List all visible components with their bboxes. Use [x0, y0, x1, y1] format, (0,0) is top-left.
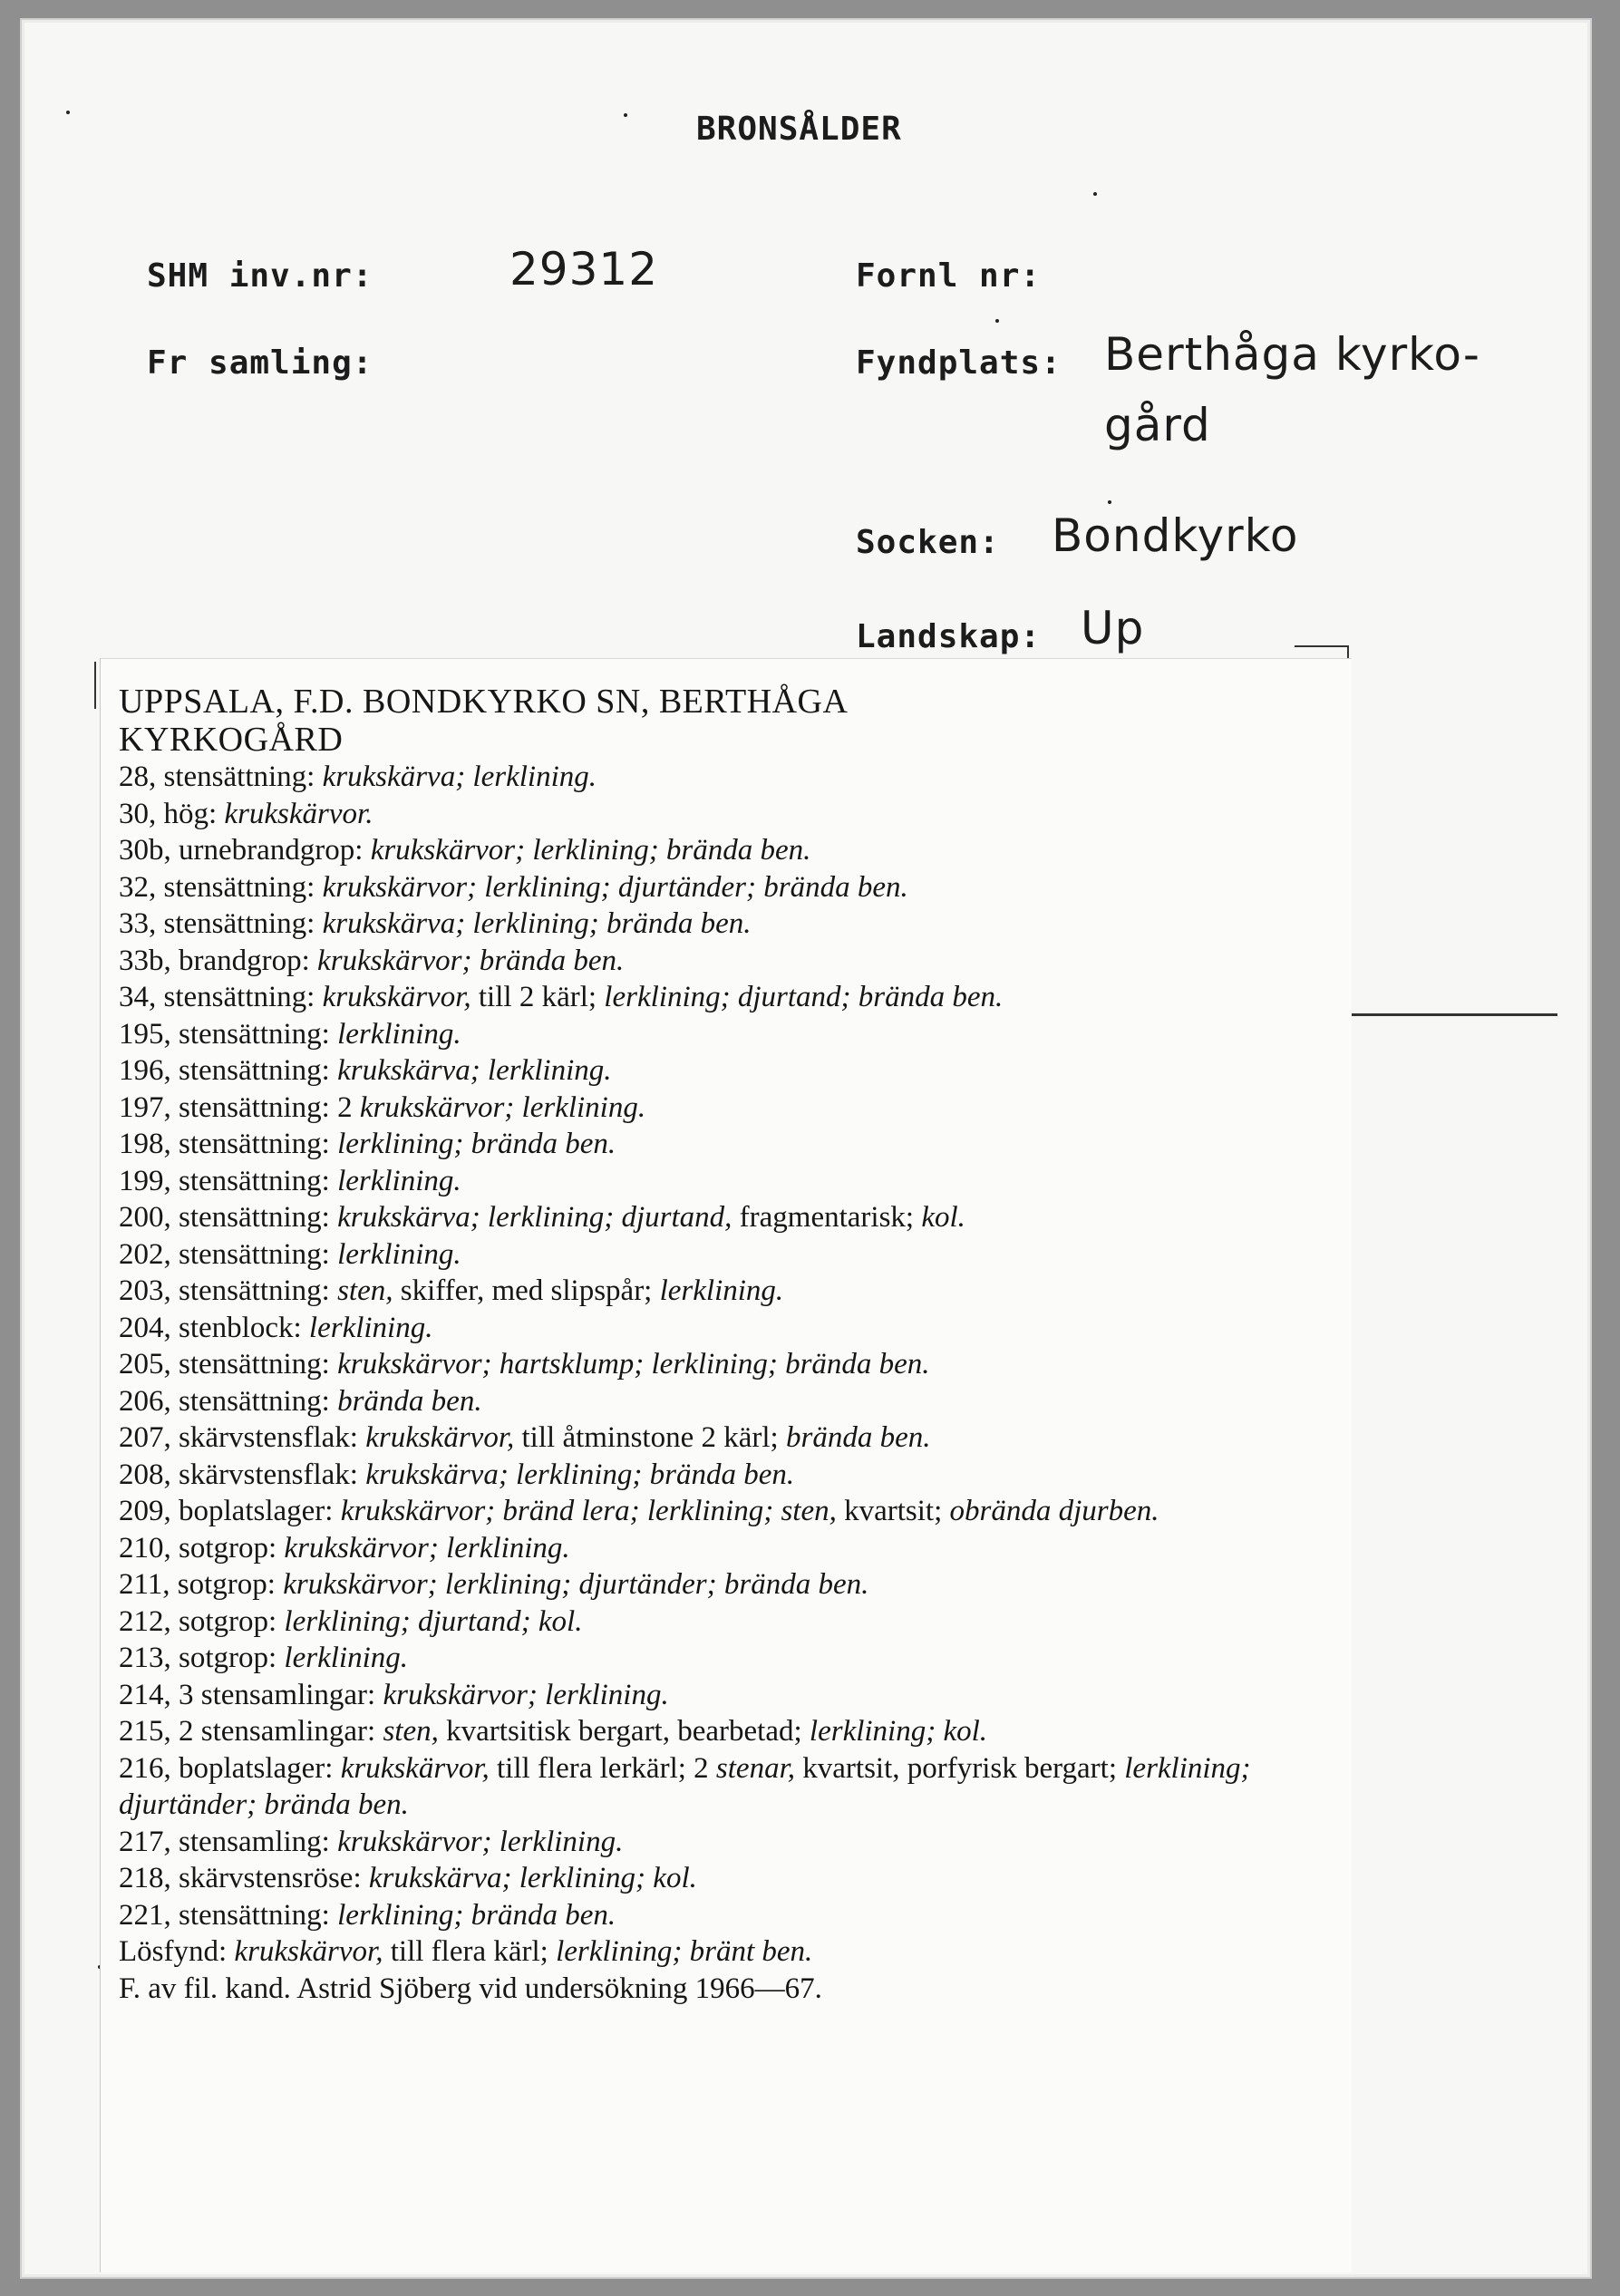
- entry-feature-type: skärvstensflak:: [179, 1421, 366, 1454]
- slip-entry: [119, 1457, 1324, 1494]
- entry-number: 215,: [119, 1715, 179, 1748]
- slip-entry: [119, 1640, 1324, 1677]
- entry-feature-type: stensättning:: [179, 1201, 338, 1234]
- entry-find-italic: brända ben.: [337, 1384, 482, 1418]
- entry-find-italic: krukskärvor.: [224, 797, 373, 830]
- entry-feature-type: stensättning:: [179, 1384, 338, 1418]
- entry-find-italic: sten,: [337, 1274, 401, 1307]
- slip-entry: [119, 906, 1324, 943]
- entry-find-note: till 2 kärl;: [478, 981, 605, 1013]
- slip-entry: [119, 869, 1324, 906]
- socken-value: Bondkyrko: [1052, 509, 1299, 562]
- entry-feature-type: boplatslager:: [179, 1495, 341, 1527]
- entry-find-note: 2: [337, 1090, 360, 1124]
- entry-number: 200,: [119, 1201, 179, 1234]
- entry-feature-type: stensättning:: [179, 1054, 338, 1087]
- entry-feature-type: boplatslager:: [179, 1751, 341, 1785]
- entry-number: 204,: [119, 1311, 179, 1344]
- entry-find-italic: krukskärvor,: [234, 1935, 391, 1968]
- ink-speck: [1108, 500, 1111, 504]
- slip-entry: [119, 1016, 1324, 1053]
- entry-find-italic: krukskärvor; lerklining; djurtänder; brända ben.: [322, 870, 908, 904]
- entry-number: 213,: [119, 1642, 179, 1674]
- entry-feature-type: 2 stensamlingar:: [179, 1715, 383, 1748]
- slip-entry: [119, 1603, 1324, 1641]
- fyndplats-value-line2: gård: [1104, 399, 1211, 451]
- entry-number: 209,: [119, 1495, 179, 1527]
- entry-number: 30b,: [119, 834, 179, 867]
- entry-feature-type: sotgrop:: [177, 1568, 284, 1601]
- entry-feature-type: urnebrandgrop:: [179, 834, 371, 867]
- slip-entry: [119, 1273, 1324, 1310]
- slip-entry: [119, 1824, 1324, 1861]
- entry-feature-type: stensättning:: [179, 1164, 338, 1197]
- entry-find-italic: krukskärvor,: [340, 1751, 498, 1785]
- entry-find-italic: krukskärvor,: [365, 1421, 522, 1454]
- entry-number: 218,: [119, 1862, 179, 1894]
- slip-entry: [119, 1236, 1324, 1274]
- slip-entry: [119, 1346, 1324, 1383]
- entry-number: 208,: [119, 1458, 179, 1491]
- entry-feature-type: stensättning:: [179, 1898, 338, 1932]
- entry-feature-type: brandgrop:: [179, 944, 318, 977]
- entry-find-italic: krukskärvor; hartsklump; lerklining; brända ben.: [337, 1348, 930, 1381]
- slip-entry: [119, 1933, 1324, 1971]
- entry-find-italic: lerklining; djurtand; kol.: [284, 1604, 583, 1638]
- landskap-label: Landskap:: [856, 618, 1042, 655]
- entry-feature-type: 3 stensamlingar:: [179, 1678, 383, 1711]
- entry-number: 30,: [119, 797, 164, 830]
- entry-number: 221,: [119, 1898, 179, 1932]
- entry-find-italic: lerklining; brända ben.: [337, 1128, 616, 1160]
- ink-speck: [624, 113, 627, 117]
- entry-find-note: till flera kärl;: [390, 1935, 557, 1968]
- entry-number: 202,: [119, 1237, 179, 1271]
- entry-number: 33b,: [119, 944, 179, 977]
- slip-entry: [119, 1126, 1324, 1163]
- entry-find-italic: lerklining.: [284, 1642, 408, 1674]
- entry-find-note: till åtminstone 2 kärl;: [521, 1421, 786, 1454]
- entry-find-italic: lerklining; djurtänder; brända ben.: [119, 1751, 1251, 1821]
- entry-feature-type: stensättning:: [179, 1274, 338, 1307]
- shm-inv-label: SHM inv.nr:: [147, 257, 373, 295]
- entry-number: 197,: [119, 1090, 179, 1124]
- slip-entry: [119, 1052, 1324, 1090]
- entry-find-note: kvartsit, porfyrisk bergart;: [802, 1751, 1125, 1785]
- entry-number: 205,: [119, 1348, 179, 1381]
- ink-speck: [1093, 192, 1097, 196]
- entry-feature-type: stensättning:: [163, 870, 323, 904]
- entry-find-italic: krukskärva; lerklining.: [322, 760, 597, 793]
- fyndplats-label: Fyndplats:: [856, 344, 1062, 382]
- entry-find-italic: krukskärva; lerklining; brända ben.: [365, 1458, 795, 1491]
- fornl-label: Fornl nr:: [856, 257, 1042, 295]
- entry-feature-type: sotgrop:: [179, 1604, 285, 1638]
- card-title: BRONSÅLDER: [696, 111, 902, 148]
- slip-left-bracket: [94, 662, 96, 709]
- slip-entry: [119, 1750, 1324, 1824]
- entry-number: 195,: [119, 1017, 179, 1051]
- entry-feature-type: stensättning:: [179, 1017, 338, 1051]
- slip-heading-line1: UPPSALA, F.D. BONDKYRKO SN, BERTHÅGA: [119, 683, 849, 721]
- entry-number: 28,: [119, 760, 164, 793]
- entry-number: 198,: [119, 1128, 179, 1160]
- entry-find-italic: lerklining.: [659, 1274, 784, 1307]
- slip-entry: [119, 796, 1324, 833]
- slip-entry: [119, 1310, 1324, 1347]
- entry-find-italic: lerklining; djurtand; brända ben.: [604, 981, 1004, 1013]
- slip-entry: [119, 943, 1324, 980]
- entry-number: 33,: [119, 907, 164, 940]
- entry-find-italic: lerklining.: [337, 1164, 461, 1197]
- entry-find-italic: krukskärva; lerklining; djurtand,: [337, 1201, 740, 1234]
- slip-entry: [119, 832, 1324, 869]
- landskap-value: Up: [1081, 602, 1145, 654]
- entry-feature-type: stensättning:: [163, 981, 323, 1013]
- entry-find-italic: krukskärvor; lerklining.: [337, 1825, 624, 1858]
- slip-entry: [119, 1897, 1324, 1934]
- entry-feature-type: sotgrop:: [179, 1642, 285, 1674]
- entry-number: 214,: [119, 1678, 179, 1711]
- slip-entry: [119, 1199, 1324, 1236]
- slip-text: [119, 683, 1324, 2007]
- entry-number: 203,: [119, 1274, 179, 1307]
- entry-feature-type: hög:: [163, 797, 225, 830]
- entry-find-note: kvartsit;: [844, 1495, 950, 1527]
- entry-find-italic: lerklining; bränt ben.: [556, 1935, 813, 1968]
- entry-number: 211,: [119, 1568, 178, 1601]
- entry-find-italic: sten,: [383, 1715, 447, 1748]
- entry-find-note: skiffer, med slipspår;: [400, 1274, 660, 1307]
- entry-number: 206,: [119, 1384, 179, 1418]
- entry-find-italic: krukskärvor; bränd lera; lerklining; sten,: [340, 1495, 845, 1527]
- ink-speck: [66, 111, 70, 114]
- printed-slip: [100, 658, 1352, 2272]
- slip-entry: [119, 1383, 1324, 1420]
- entry-find-italic: obrända djurben.: [949, 1495, 1159, 1527]
- entry-find-note: fragmentarisk;: [739, 1201, 922, 1234]
- entry-feature-type: F. av fil. kand. Astrid Sjöberg vid undersökning 1966—67.: [119, 1971, 822, 2005]
- entry-number: 212,: [119, 1604, 179, 1638]
- slip-entry: [119, 1493, 1324, 1530]
- entry-find-italic: krukskärvor,: [322, 981, 479, 1013]
- entry-feature-type: stensamling:: [179, 1825, 338, 1858]
- entry-find-note: till flera lerkärl; 2: [497, 1751, 716, 1785]
- slip-corner-mark: [1295, 645, 1349, 647]
- slip-heading-line2: KYRKOGÅRD: [119, 721, 344, 759]
- entry-find-italic: krukskärvor; lerklining.: [359, 1090, 646, 1124]
- entry-find-italic: lerklining.: [337, 1237, 461, 1271]
- ink-speck: [995, 319, 999, 323]
- entry-find-italic: lerklining.: [308, 1311, 433, 1344]
- slip-entry: [119, 1713, 1324, 1750]
- entry-find-italic: krukskärvor; lerklining; djurtänder; brända ben.: [283, 1568, 869, 1601]
- slip-heading: [119, 683, 1324, 759]
- entry-find-italic: krukskärva; lerklining; brända ben.: [322, 907, 752, 940]
- entry-feature-type: stensättning:: [179, 1090, 338, 1124]
- entry-feature-type: stenblock:: [179, 1311, 309, 1344]
- fr-samling-label: Fr samling:: [147, 344, 373, 382]
- entry-find-italic: krukskärvor; lerklining; brända ben.: [370, 834, 811, 867]
- entry-find-italic: krukskärvor; lerklining.: [383, 1678, 669, 1711]
- slip-entry: [119, 1419, 1324, 1457]
- entry-feature-type: stensättning:: [179, 1128, 338, 1160]
- entry-feature-type: stensättning:: [163, 907, 323, 940]
- entry-number: 34,: [119, 981, 164, 1013]
- entry-find-italic: krukskärvor; lerklining.: [284, 1531, 570, 1565]
- entry-feature-type: stensättning:: [163, 760, 323, 793]
- slip-entry: [119, 1163, 1324, 1200]
- entry-number: 216,: [119, 1751, 179, 1785]
- entry-find-note: kvartsitisk bergart, bearbetad;: [446, 1715, 810, 1748]
- slip-entry: [119, 1677, 1324, 1714]
- entry-feature-type: skärvstensröse:: [179, 1862, 369, 1894]
- fyndplats-value-line1: Berthåga kyrko-: [1104, 328, 1480, 381]
- slip-entry: [119, 1971, 1324, 2008]
- entry-find-italic: stenar,: [715, 1751, 803, 1785]
- entry-feature-type: sotgrop:: [179, 1531, 285, 1565]
- entry-find-italic: brända ben.: [785, 1421, 931, 1454]
- slip-entry: [119, 759, 1324, 796]
- entry-find-italic: kol.: [921, 1201, 965, 1234]
- entry-find-italic: krukskärva; lerklining; kol.: [368, 1862, 697, 1894]
- entry-number: 199,: [119, 1164, 179, 1197]
- entry-feature-type: stensättning:: [179, 1237, 338, 1271]
- entry-find-italic: lerklining; kol.: [809, 1715, 988, 1748]
- entry-find-italic: lerklining; brända ben.: [337, 1898, 616, 1932]
- entry-number: 210,: [119, 1531, 179, 1565]
- entry-feature-type: Lösfynd:: [119, 1935, 235, 1968]
- shm-inv-value: 29312: [509, 243, 659, 295]
- slip-entry: [119, 1090, 1324, 1127]
- socken-label: Socken:: [856, 524, 1000, 561]
- entry-number: 217,: [119, 1825, 179, 1858]
- entry-number: 207,: [119, 1421, 179, 1454]
- entry-number: 32,: [119, 870, 164, 904]
- entry-feature-type: stensättning:: [179, 1348, 338, 1381]
- slip-entry: [119, 979, 1324, 1016]
- entry-feature-type: skärvstensflak:: [179, 1458, 366, 1491]
- divider-line: [1340, 1013, 1557, 1016]
- entry-find-italic: krukskärva; lerklining.: [337, 1054, 612, 1087]
- entry-number: 196,: [119, 1054, 179, 1087]
- slip-entry: [119, 1530, 1324, 1567]
- entry-find-italic: krukskärvor; brända ben.: [317, 944, 625, 977]
- entry-find-italic: lerklining.: [337, 1017, 461, 1051]
- slip-entries: [119, 759, 1324, 2007]
- slip-entry: [119, 1566, 1324, 1603]
- slip-entry: [119, 1860, 1324, 1897]
